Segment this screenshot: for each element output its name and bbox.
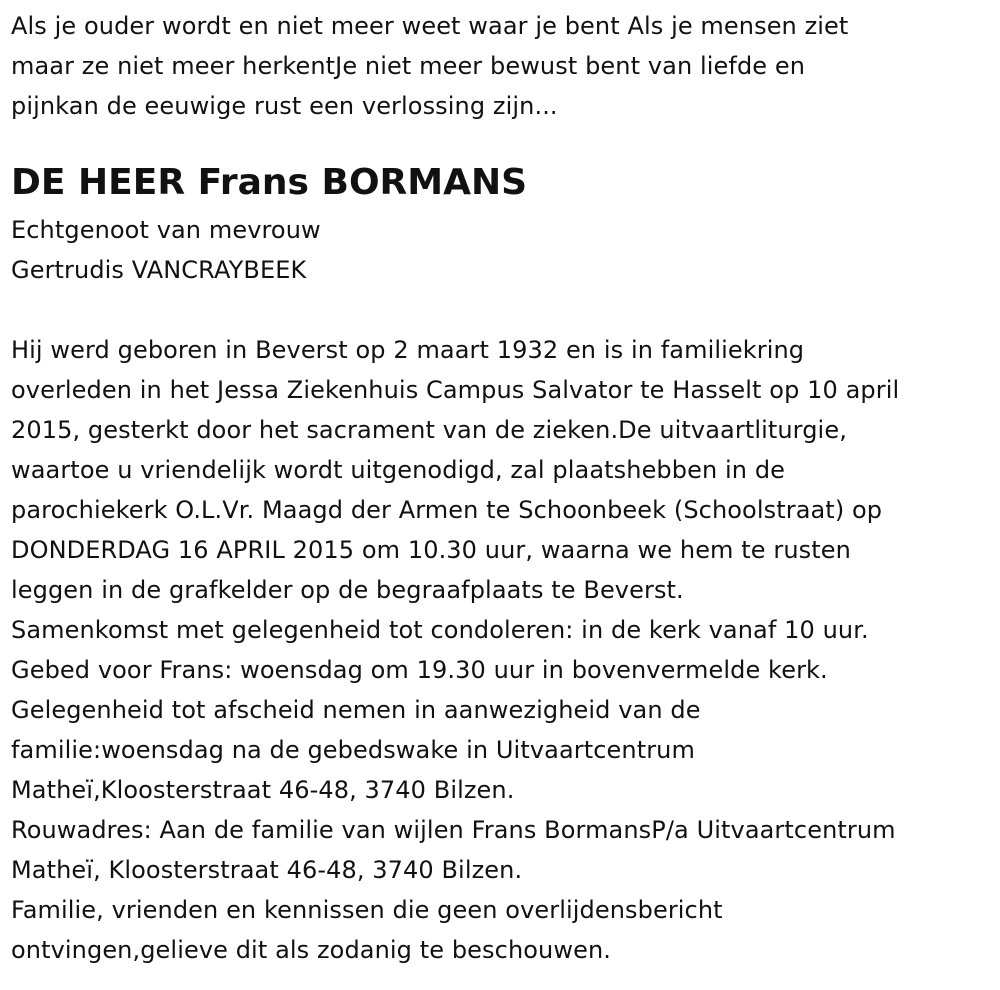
body-line: 2015, gesterkt door het sacrament van de zieken.De uitvaartliturgie, (11, 416, 847, 444)
body-line: ontvingen,gelieve dit als zodanig te beschouwen. (11, 936, 611, 964)
body-line: Gelegenheid tot afscheid nemen in aanwezigheid van de (11, 696, 701, 724)
section-gap (11, 290, 1000, 330)
announcement-body (11, 330, 1000, 970)
poem-line: maar ze niet meer herkentJe niet meer bewust bent van liefde en (11, 52, 806, 80)
body-line: Samenkomst met gelegenheid tot condoleren: in de kerk vanaf 10 uur. (11, 616, 869, 644)
poem-line: Als je ouder wordt en niet meer weet waar je bent Als je mensen ziet (11, 12, 849, 40)
body-line: overleden in het Jessa Ziekenhuis Campus Salvator te Hasselt op 10 april (11, 376, 900, 404)
body-line: Matheï,Kloosterstraat 46-48, 3740 Bilzen. (11, 776, 515, 804)
section-gap (11, 126, 1000, 156)
body-line: Familie, vrienden en kennissen die geen overlijdensbericht (11, 896, 723, 924)
body-line: Gebed voor Frans: woensdag om 19.30 uur in bovenvermelde kerk. (11, 656, 828, 684)
body-line: DONDERDAG 16 APRIL 2015 om 10.30 uur, waarna we hem te rusten (11, 536, 851, 564)
body-line: Rouwadres: Aan de familie van wijlen Frans BormansP/a Uitvaartcentrum (11, 816, 896, 844)
spouse-name: Gertrudis VANCRAYBEEK (11, 256, 307, 284)
body-line: parochiekerk O.L.Vr. Maagd der Armen te Schoonbeek (Schoolstraat) op (11, 496, 883, 524)
body-line: leggen in de grafkelder op de begraafplaats te Beverst. (11, 576, 684, 604)
deceased-title: DE HEER Frans BORMANS (11, 162, 528, 203)
body-line: familie:woensdag na de gebedswake in Uitvaartcentrum (11, 736, 695, 764)
poem-block (11, 6, 1000, 126)
body-line: Matheï, Kloosterstraat 46-48, 3740 Bilzen. (11, 856, 523, 884)
body-line: waartoe u vriendelijk wordt uitgenodigd, zal plaatshebben in de (11, 456, 786, 484)
body-line: Hij werd geboren in Beverst op 2 maart 1932 en is in familiekring (11, 336, 805, 364)
poem-line: pijnkan de eeuwige rust een verlossing zijn... (11, 92, 558, 120)
spouse-line: Echtgenoot van mevrouw (11, 216, 321, 244)
